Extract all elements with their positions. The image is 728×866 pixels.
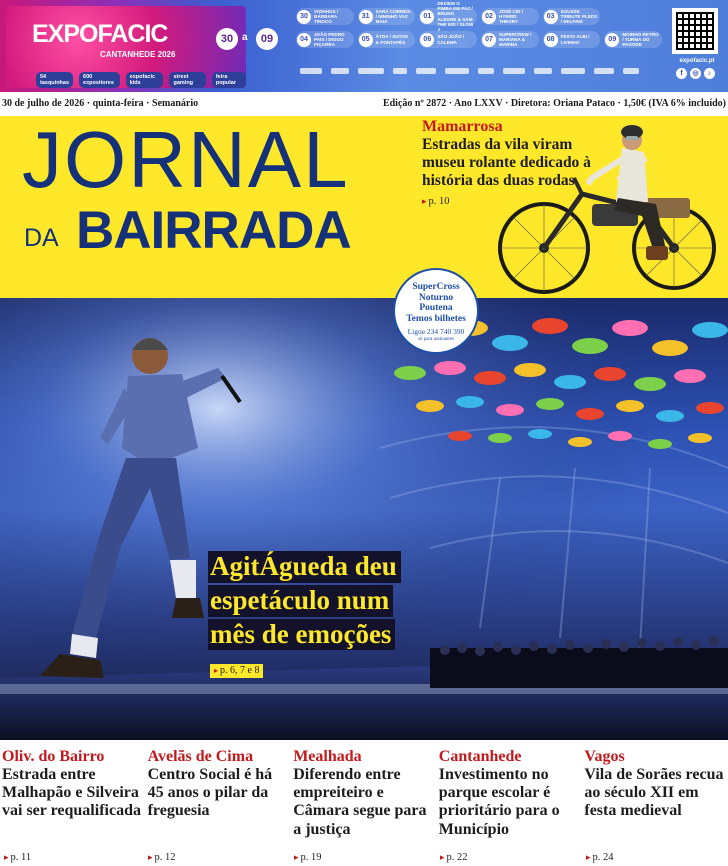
story-page-ref: ▸ p. 11 xyxy=(4,852,32,863)
agenda-item xyxy=(419,31,477,48)
agenda-item xyxy=(358,31,416,48)
agenda-item xyxy=(419,1,477,32)
story-kicker: Cantanhede xyxy=(438,748,522,765)
feature-tag: 54 tasquinhas xyxy=(36,72,73,88)
story-page-ref: ▸ p. 22 xyxy=(440,852,468,863)
lead-headline-line: AgitÁgueda deu xyxy=(208,551,401,583)
arrow-icon: ▸ xyxy=(214,666,219,675)
expofacic-subtitle: CANTANHEDE 2026 xyxy=(100,50,176,59)
top-story-page-ref: ▸ p. 10 xyxy=(422,195,450,207)
agenda-item xyxy=(543,8,601,25)
story-kicker: Oliv. do Bairro xyxy=(2,748,105,765)
supercross-ticket-stamp[interactable] xyxy=(393,268,479,354)
expofacic-ad-banner[interactable] xyxy=(0,0,728,92)
agenda-artists: JOSÉ CID / HYBRID THEORY xyxy=(499,8,523,25)
qr-code-icon[interactable] xyxy=(672,8,718,54)
regional-story[interactable] xyxy=(582,748,728,866)
top-story-headline[interactable]: Estradas da vila viram museu rolante dedicado à história das duas rodas xyxy=(422,135,591,189)
agenda-artists: VIZINHOS / BÁRBARA TINOCO xyxy=(314,8,339,25)
expofacic-brand-panel xyxy=(6,6,274,88)
agenda-item xyxy=(543,31,601,48)
story-kicker: Avelãs de Cima xyxy=(147,748,254,765)
stamp-note: só para assinantes xyxy=(418,336,454,342)
agenda-artists: SARA CORREIA / NININHO VAZ MAIA xyxy=(375,8,411,25)
dateline-bar xyxy=(0,96,728,112)
agenda-artists: DEIXEM O PIMBA EM PAZ / BRUNO ALEGRE & SAM THE KID / SLOW J xyxy=(437,1,474,32)
tiktok-icon[interactable]: ♪ xyxy=(704,68,715,79)
concert-agenda xyxy=(296,1,662,48)
facebook-icon[interactable]: f xyxy=(676,68,687,79)
story-page-ref: ▸ p. 24 xyxy=(586,852,614,863)
motorcycle-rider-illustration xyxy=(496,118,728,298)
issue-date: 30 de julho de 2026 · quinta-feira · Semanário xyxy=(2,98,199,109)
story-headline[interactable]: Vila de Sorães recua ao século XII em festa medieval xyxy=(584,765,724,820)
lead-story-page-ref: ▸ p. 6, 7 e 8 xyxy=(210,664,263,678)
agenda-day: 31 xyxy=(359,10,373,24)
lead-story-headline[interactable] xyxy=(208,551,466,652)
social-icons xyxy=(676,68,715,79)
qr-caption: expofacic.pt xyxy=(679,58,715,64)
agenda-artists: JOÃO PEDRO PAIS / DIOGO PIÇARRA xyxy=(314,31,345,48)
agenda-day: 01 xyxy=(420,10,434,24)
story-headline[interactable]: Estrada entre Malhapão e Silveira vai ser requalificada xyxy=(2,765,141,820)
agenda-day: 05 xyxy=(359,33,373,47)
agenda-item xyxy=(481,8,539,25)
story-headline[interactable]: Diferendo entre empreiteiro e Câmara segue para a justiça xyxy=(293,765,427,838)
expofacic-logo: EXPOFACIC xyxy=(32,20,168,48)
agenda-artists: MOINHO RETRO / TURMA DO PAGODE xyxy=(622,31,659,48)
story-page-ref: ▸ p. 19 xyxy=(294,852,322,863)
agenda-day: 06 xyxy=(420,33,434,47)
agenda-artists: SUPERCREW / MARIANA & MARINA xyxy=(499,31,532,48)
edition-info: Edição nº 2872 · Ano LXXV · Diretora: Oriana Pataco · 1,50€ (IVA 6% incluído) xyxy=(382,98,726,109)
masthead-title-jornal: JORNAL xyxy=(22,115,350,204)
stamp-line: Poutena xyxy=(419,303,453,314)
agenda-day: 03 xyxy=(544,10,558,24)
lead-photo[interactable] xyxy=(0,282,728,740)
story-headline[interactable]: Centro Social é há 45 anos o pilar da freguesia xyxy=(147,765,273,820)
agenda-artists: SÃO JOÃO / CALEMA xyxy=(437,34,465,45)
arrow-icon: ▸ xyxy=(4,852,9,862)
stamp-line: SuperCross xyxy=(412,282,460,292)
feature-tag: 600 expositores xyxy=(79,72,120,88)
masthead-title-bairrada: BAIRRADA xyxy=(76,201,351,260)
feature-tags xyxy=(36,72,246,88)
story-kicker: Vagos xyxy=(584,748,625,765)
top-story-kicker: Mamarrosa xyxy=(422,118,503,135)
regional-story[interactable] xyxy=(291,748,437,866)
sponsor-logos-row xyxy=(300,64,660,78)
concert-photo-illustration xyxy=(0,298,728,740)
agenda-day: 09 xyxy=(605,33,619,47)
story-kicker: Mealhada xyxy=(293,748,362,765)
lead-headline-line: espetáculo num xyxy=(208,585,393,617)
story-page-ref: ▸ p. 12 xyxy=(148,852,176,863)
arrow-icon: ▸ xyxy=(294,852,299,862)
feature-tag: street gaming xyxy=(169,72,205,88)
feature-tag: expofacic kids xyxy=(126,72,164,88)
agenda-artists: SOUSSE TRIBUTE PLEDS / DELFINS xyxy=(560,8,598,25)
agenda-item xyxy=(296,8,354,25)
arrow-icon: ▸ xyxy=(422,195,427,206)
feature-tag: feira popular xyxy=(212,72,246,88)
date-joiner: a xyxy=(242,32,248,43)
arrow-icon: ▸ xyxy=(440,852,445,862)
regional-stories-strip xyxy=(0,748,728,866)
arrow-icon: ▸ xyxy=(148,852,153,862)
agenda-day: 04 xyxy=(297,33,311,47)
masthead-title-da: DA xyxy=(24,224,59,252)
agenda-item xyxy=(358,8,416,25)
masthead xyxy=(0,116,728,298)
agenda-artists: FESTA ALBI / LIVINHO xyxy=(560,34,590,45)
arrow-icon: ▸ xyxy=(586,852,591,862)
agenda-artists: ÁTOA / XUTOS & PONTAPÉS xyxy=(375,34,408,45)
date-start-badge: 30 xyxy=(216,28,238,50)
lead-headline-line: mês de emoções xyxy=(208,619,395,651)
stamp-line: Temos bilhetes xyxy=(406,313,466,324)
stamp-line: Noturno xyxy=(418,292,454,303)
date-end-badge: 09 xyxy=(256,28,278,50)
agenda-day: 08 xyxy=(544,33,558,47)
story-headline[interactable]: Investimento no parque escolar é prioritário para o Município xyxy=(438,765,560,838)
stamp-phone: Ligue 234 740 390 xyxy=(407,326,465,336)
regional-story[interactable] xyxy=(146,748,292,866)
agenda-day: 30 xyxy=(297,10,311,24)
agenda-item xyxy=(296,31,354,48)
agenda-day: 07 xyxy=(482,33,496,47)
agenda-day: 02 xyxy=(482,10,496,24)
regional-story[interactable] xyxy=(437,748,583,866)
agenda-item xyxy=(604,31,662,48)
instagram-icon[interactable]: ◎ xyxy=(690,68,701,79)
regional-story[interactable] xyxy=(0,748,146,866)
agenda-item xyxy=(481,31,539,48)
